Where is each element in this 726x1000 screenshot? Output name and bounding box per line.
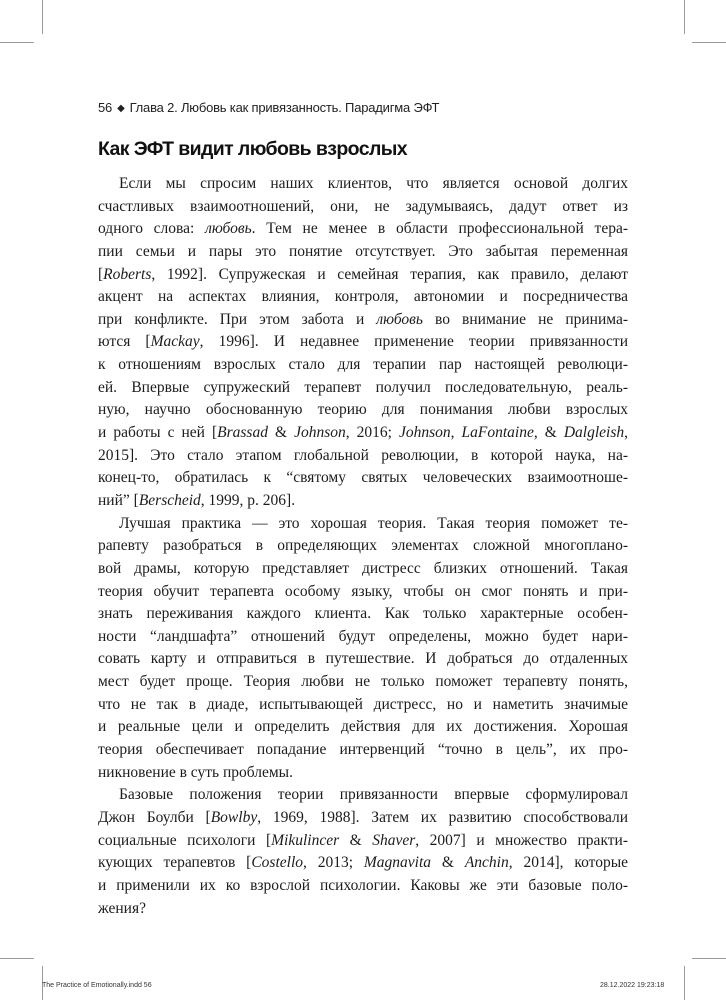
text-line: ей. Впервые супружеский терапевт получил последовательную, реаль- xyxy=(98,378,628,396)
crop-mark-top-left xyxy=(42,0,43,34)
text-line: совать карту и отправиться в путешествие. И добраться до отдаленных xyxy=(98,650,628,668)
crop-mark-bottom-right-h xyxy=(692,958,726,959)
crop-mark-top-right-h xyxy=(692,42,726,43)
running-head xyxy=(98,100,439,115)
text-line: и реальные цели и определить действия для их достижения. Хорошая xyxy=(98,718,628,736)
crop-mark-top-left-h xyxy=(0,42,34,43)
text-line: и применили их ко взрослой психологии. Каковы же эти базовые поло- xyxy=(98,876,628,894)
text-line: теория обеспечивает попадание интервенций “точно в цель”, их про- xyxy=(98,741,628,759)
chapter-title: Глава 2. Любовь как привязанность. Парадигма ЭФТ xyxy=(129,100,440,115)
paragraph xyxy=(98,784,628,920)
footer-file: The Practice of Emotionally.indd 56 xyxy=(42,982,152,989)
text-line: Джон Боулби [Bowlby, 1969, 1988]. Затем их развитию способствовали xyxy=(98,808,628,826)
crop-mark-bottom-left-h xyxy=(0,958,34,959)
text-line: ную, научно обоснованную теорию для понимания любви взрослых xyxy=(98,401,628,419)
text-line: мест будет проще. Теория любви не только поможет терапевту понять, xyxy=(98,673,628,691)
diamond-icon: ◆ xyxy=(117,103,125,114)
paragraph xyxy=(98,513,628,785)
paragraph xyxy=(98,173,628,513)
text-line: и работы с ней [Brassad & Johnson, 2016; Johnson, LaFontaine, & Dalgleish, xyxy=(98,424,628,442)
text-line: к отношениям взрослых стало для терапии пар настоящей революци- xyxy=(98,356,628,374)
text-line: Лучшая практика — это хорошая теория. Такая теория поможет те- xyxy=(119,514,628,532)
text-line: ности “ландшафта” отношений будут определены, можно будет нари- xyxy=(98,627,628,645)
text-line: теория обучит терапевта особому языку, чтобы он смог понять и при- xyxy=(98,582,628,600)
text-line: жения? xyxy=(98,899,146,917)
text-line: знать переживания каждого клиента. Как только характерные особен- xyxy=(98,605,628,623)
text-line: ний” [Berscheid, 1999, p. 206]. xyxy=(98,491,296,509)
text-line: 2015]. Это стало этапом глобальной революции, в которой наука, на- xyxy=(98,446,628,464)
text-line: кующих терапевтов [Costello, 2013; Magnavita & Anchin, 2014], которые xyxy=(98,854,628,872)
text-line: пии семьи и пары это понятие отсутствует. Это забытая переменная xyxy=(98,242,628,260)
page-number: 56 xyxy=(98,100,113,115)
body-text xyxy=(98,173,628,920)
text-line: акцент на аспектах влияния, контроля, автономии и посредничества xyxy=(98,288,628,306)
crop-mark-top-right xyxy=(684,0,685,34)
text-line: социальные психологи [Mikulincer & Shaver, 2007] и множество практи- xyxy=(98,831,628,849)
text-line: счастливых взаимоотношений, они, не задумываясь, дадут ответ из xyxy=(98,197,628,215)
text-line: при конфликте. При этом забота и любовь во внимание не принима- xyxy=(98,310,628,328)
text-line: конец-то, обратилась к “святому святых человеческих взаимоотноше- xyxy=(98,469,628,487)
crop-mark-bottom-right xyxy=(684,966,685,1000)
text-line: Если мы спросим наших клиентов, что является основой долгих xyxy=(119,175,628,192)
text-line: что не так в диаде, испытывающей дистресс, но и наметить значимые xyxy=(98,695,628,713)
text-line: ются [Mackay, 1996]. И недавнее применение теории привязанности xyxy=(98,333,629,351)
text-line: рапевту разобраться в определяющих элементах сложной многоплано- xyxy=(98,537,628,555)
text-line: никновение в суть проблемы. xyxy=(98,763,293,781)
footer-timestamp: 28.12.2022 19:23:18 xyxy=(600,982,665,989)
text-line: вой драмы, которую представляет дистресс близких отношений. Такая xyxy=(98,559,628,577)
section-title: Как ЭФТ видит любовь взрослых xyxy=(98,138,408,160)
text-line: одного слова: любовь. Тем не менее в области профессиональной тера- xyxy=(98,220,628,238)
text-line: Базовые положения теории привязанности впервые сформулировал xyxy=(119,786,628,804)
text-line: [Roberts, 1992]. Супружеская и семейная терапия, как правило, делают xyxy=(98,265,628,283)
